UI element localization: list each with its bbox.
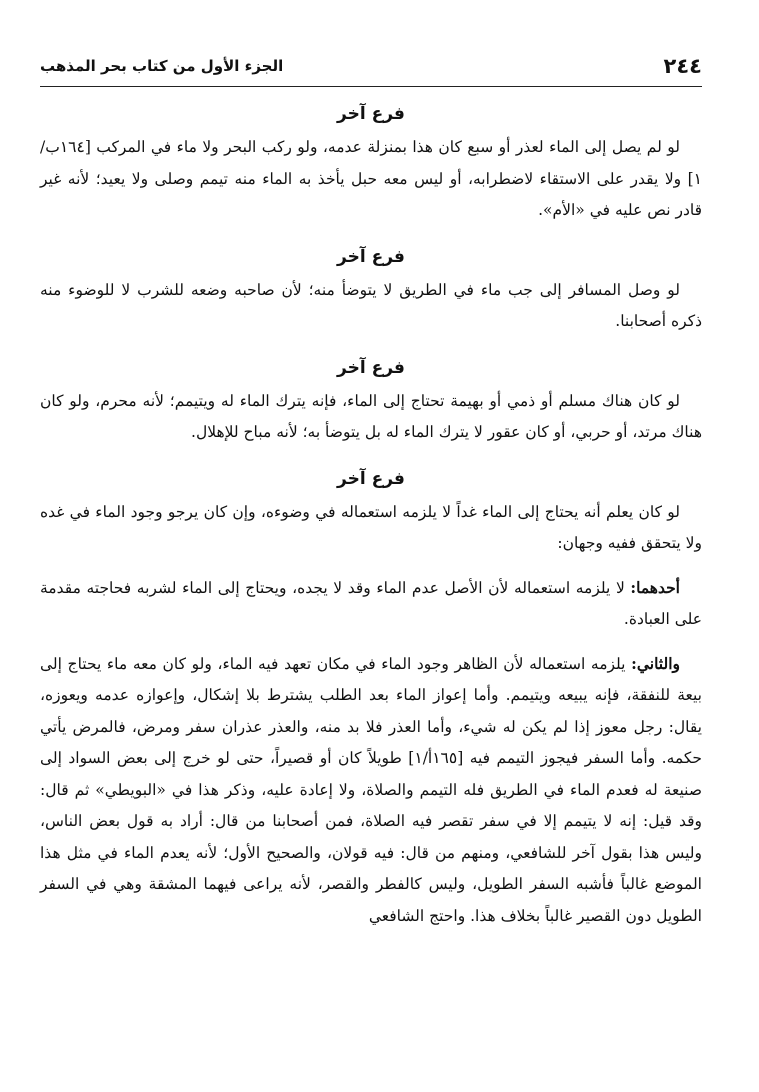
first-view-paragraph <box>40 572 702 636</box>
section-heading: فرع آخر <box>337 468 405 489</box>
second-view-text: يلزمه استعماله لأن الظاهر وجود الماء في مكان تعهد فيه الماء، ولو كان معه ماء يحتاج إلى بيعة للنفقة، فإنه يبيعه ويتيمم. وأما إعواز الماء بعد الطلب يشترط بلا إشكال، وإعوازه عدمه ويعوزه، يقال: رجل معوز إذا لم يكن له شيء، وأما العذر فلا بد منه، والعذر عذران سفر ومرض، فالمرض يأتي حكمه. وأما السفر فيجوز التيمم فيه [١٦٥أ/١] طويلاً كان أو قصيراً، حتى لو خرج إلى بعض السواد إلى صنيعة له فعدم الماء في الطريق فله التيمم والصلاة، ولا إعادة عليه، وذكر هذا في «البويطي» ثم قال: وقد قيل: إنه لا يتيمم إلا في سفر تقصر فيه الصلاة، فمن أصحابنا من قال: أراد به قول بعض الناس، وليس هذا بقول آخر للشافعي، ومنهم من قال: فيه قولان، والصحيح الأول؛ لأنه يعدم الماء في مثل هذا الموضع غالباً فأشبه السفر الطويل، وليس كالفطر والقصر، لأنه يراعى فيهما المشقة وهي في السفر الطويل دون القصير غالباً بخلاف هذا. واحتج الشافعي <box>40 654 702 925</box>
paragraph: لو وصل المسافر إلى جب ماء في الطريق لا يتوضأ منه؛ لأن صاحبه وضعه للشرب لا للوضوء منه ذكره أصحابنا. <box>40 280 702 330</box>
first-view-text: لا يلزمه استعماله لأن الأصل عدم الماء وقد لا يجده، ويحتاج إلى الماء لشربه فحاجته مقدمة على العبادة. <box>40 578 702 628</box>
first-view-lead: أحدهما: <box>630 577 680 597</box>
running-header <box>40 46 702 86</box>
second-view-lead: والثاني: <box>631 653 680 673</box>
section-heading: فرع آخر <box>337 357 405 378</box>
section-heading: فرع آخر <box>337 246 405 267</box>
paragraph: لو لم يصل إلى الماء لعذر أو سبع كان هذا بمنزلة عدمه، ولو ركب البحر ولا ماء في المركب [١٦٤ب/١] ولا يقدر على الاستقاء لاضطرابه، أو ليس معه حبل يأخذ به الماء منه تيمم وصلى ولا يعيد؛ لأنه غير قادر نص عليه في «الأم». <box>40 138 702 219</box>
second-view-paragraph <box>40 648 702 933</box>
paragraph: لو كان هناك مسلم أو ذمي أو بهيمة تحتاج إلى الماء، فإنه يترك الماء له ويتيمم؛ لأنه محرم، ولو كان هناك مرتد، أو حربي، أو كان عقور لا يترك الماء له بل يتوضأ به؛ لأنه مباح للإهلال. <box>40 391 702 441</box>
book-title: الجزء الأول من كتاب بحر المذهب <box>40 57 284 75</box>
section-heading: فرع آخر <box>337 104 405 124</box>
header-rule <box>40 86 702 87</box>
page-body <box>40 96 702 932</box>
paragraph: لو كان يعلم أنه يحتاج إلى الماء غداً لا يلزمه استعماله في وضوءه، وإن كان يرجو وجود الماء في غده ولا يتحقق ففيه وجهان: <box>40 502 702 552</box>
page-number: ٢٤٤ <box>663 54 702 78</box>
